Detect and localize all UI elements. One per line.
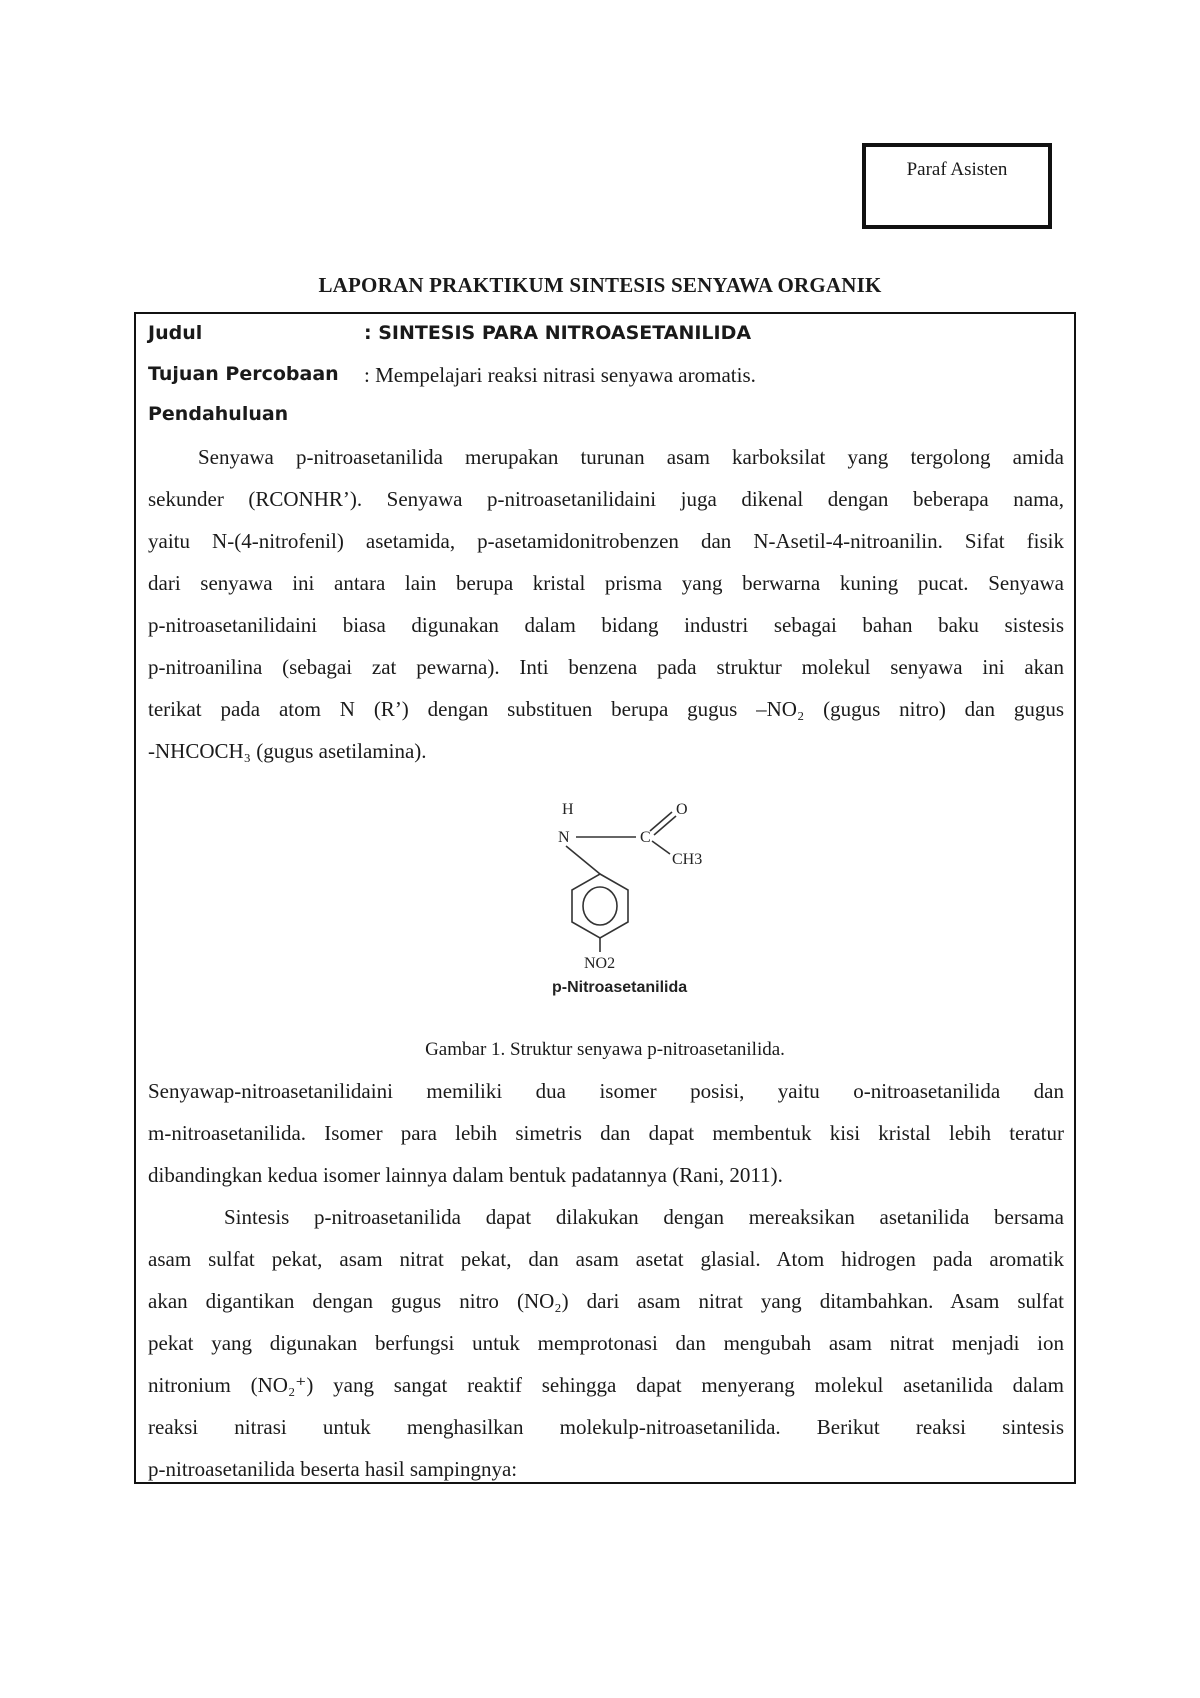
paragraph-line: dari senyawa ini antara lain berupa kristal prisma yang berwarna kuning pucat. Senyawa <box>148 571 1064 595</box>
paragraph-1 <box>148 436 1064 772</box>
paragraph-line: p-nitroanilina (sebagai zat pewarna). Inti benzena pada struktur molekul senyawa ini akan <box>148 655 1064 679</box>
c-ch3-bond <box>652 841 670 854</box>
atom-c-label: C <box>640 829 651 846</box>
n-ring-bond <box>566 846 600 874</box>
figure-caption: Gambar 1. Struktur senyawa p-nitroasetanilida. <box>425 1039 785 1060</box>
paragraph-3 <box>148 1196 1064 1490</box>
paragraph-line: dibandingkan kedua isomer lainnya dalam bentuk padatannya (Rani, 2011). <box>148 1163 783 1187</box>
judul-value: : SINTESIS PARA NITROASETANILIDA <box>364 322 752 344</box>
paragraph-line: Senyawa p-nitroasetanilida merupakan turunan asam karboksilat yang tergolong amida <box>198 445 1064 469</box>
atom-n-label: N <box>558 829 570 846</box>
paraf-asisten-box <box>862 143 1052 229</box>
paragraph-2 <box>148 1070 1064 1196</box>
tujuan-value: : Mempelajari reaksi nitrasi senyawa aromatis. <box>364 363 756 387</box>
paragraph-line: p-nitroasetanilida beserta hasil sampingnya: <box>148 1457 518 1481</box>
tujuan-label: Tujuan Percobaan <box>148 363 339 385</box>
paragraph-line: asam sulfat pekat, asam nitrat pekat, dan asam asetat glasial. Atom hidrogen pada aromatik <box>148 1247 1064 1271</box>
paragraph-line: m-nitroasetanilida. Isomer para lebih simetris dan dapat membentuk kisi kristal lebih teratur <box>148 1121 1064 1145</box>
aromatic-circle <box>583 887 617 925</box>
paragraph-line: akan digantikan dengan gugus nitro (NO₂) dari asam nitrat yang ditambahkan. Asam sulfat <box>148 1289 1064 1313</box>
p-nitroasetanilida-structure <box>536 792 716 1002</box>
atom-o-label: O <box>676 801 688 818</box>
benzene-ring <box>572 874 628 938</box>
paragraph-line: yaitu N-(4-nitrofenil) asetamida, p-asetamidonitrobenzen dan N-Asetil-4-nitroanilin. Sifat fisik <box>148 529 1064 553</box>
atom-ch3-label: CH3 <box>672 851 703 868</box>
paraf-asisten-label: Paraf Asisten <box>906 159 1008 180</box>
paragraph-line: Senyawap-nitroasetanilidaini memiliki dua isomer posisi, yaitu o-nitroasetanilida dan <box>148 1079 1064 1103</box>
paragraph-line: terikat pada atom N (R’) dengan substituen berupa gugus –NO₂ (gugus nitro) dan gugus <box>148 697 1064 721</box>
atom-no2-label: NO2 <box>584 955 616 972</box>
paragraph-line: -NHCOCH₃ (gugus asetilamina). <box>148 739 427 763</box>
structure-name: p-Nitroasetanilida <box>552 979 688 996</box>
report-content-box <box>134 312 1076 1484</box>
paragraph-line: p-nitroasetanilidaini biasa digunakan dalam bidang industri sebagai bahan baku sistesis <box>148 613 1064 637</box>
judul-label: Judul <box>148 322 203 344</box>
paragraph-line: sekunder (RCONHR’). Senyawa p-nitroasetanilidaini juga dikenal dengan beberapa nama, <box>148 487 1064 511</box>
document-title: LAPORAN PRAKTIKUM SINTESIS SENYAWA ORGANIK <box>318 273 882 297</box>
section-heading: Pendahuluan <box>148 403 289 425</box>
atom-h-label: H <box>562 801 574 818</box>
paragraph-line: reaksi nitrasi untuk menghasilkan molekulp-nitroasetanilida. Berikut reaksi sintesis <box>148 1415 1064 1439</box>
paragraph-line: nitronium (NO₂⁺) yang sangat reaktif sehingga dapat menyerang molekul asetanilida dalam <box>148 1373 1064 1397</box>
paragraph-line: pekat yang digunakan berfungsi untuk memprotonasi dan mengubah asam nitrat menjadi ion <box>148 1331 1064 1355</box>
paragraph-line: Sintesis p-nitroasetanilida dapat dilakukan dengan mereaksikan asetanilida bersama <box>224 1205 1064 1229</box>
